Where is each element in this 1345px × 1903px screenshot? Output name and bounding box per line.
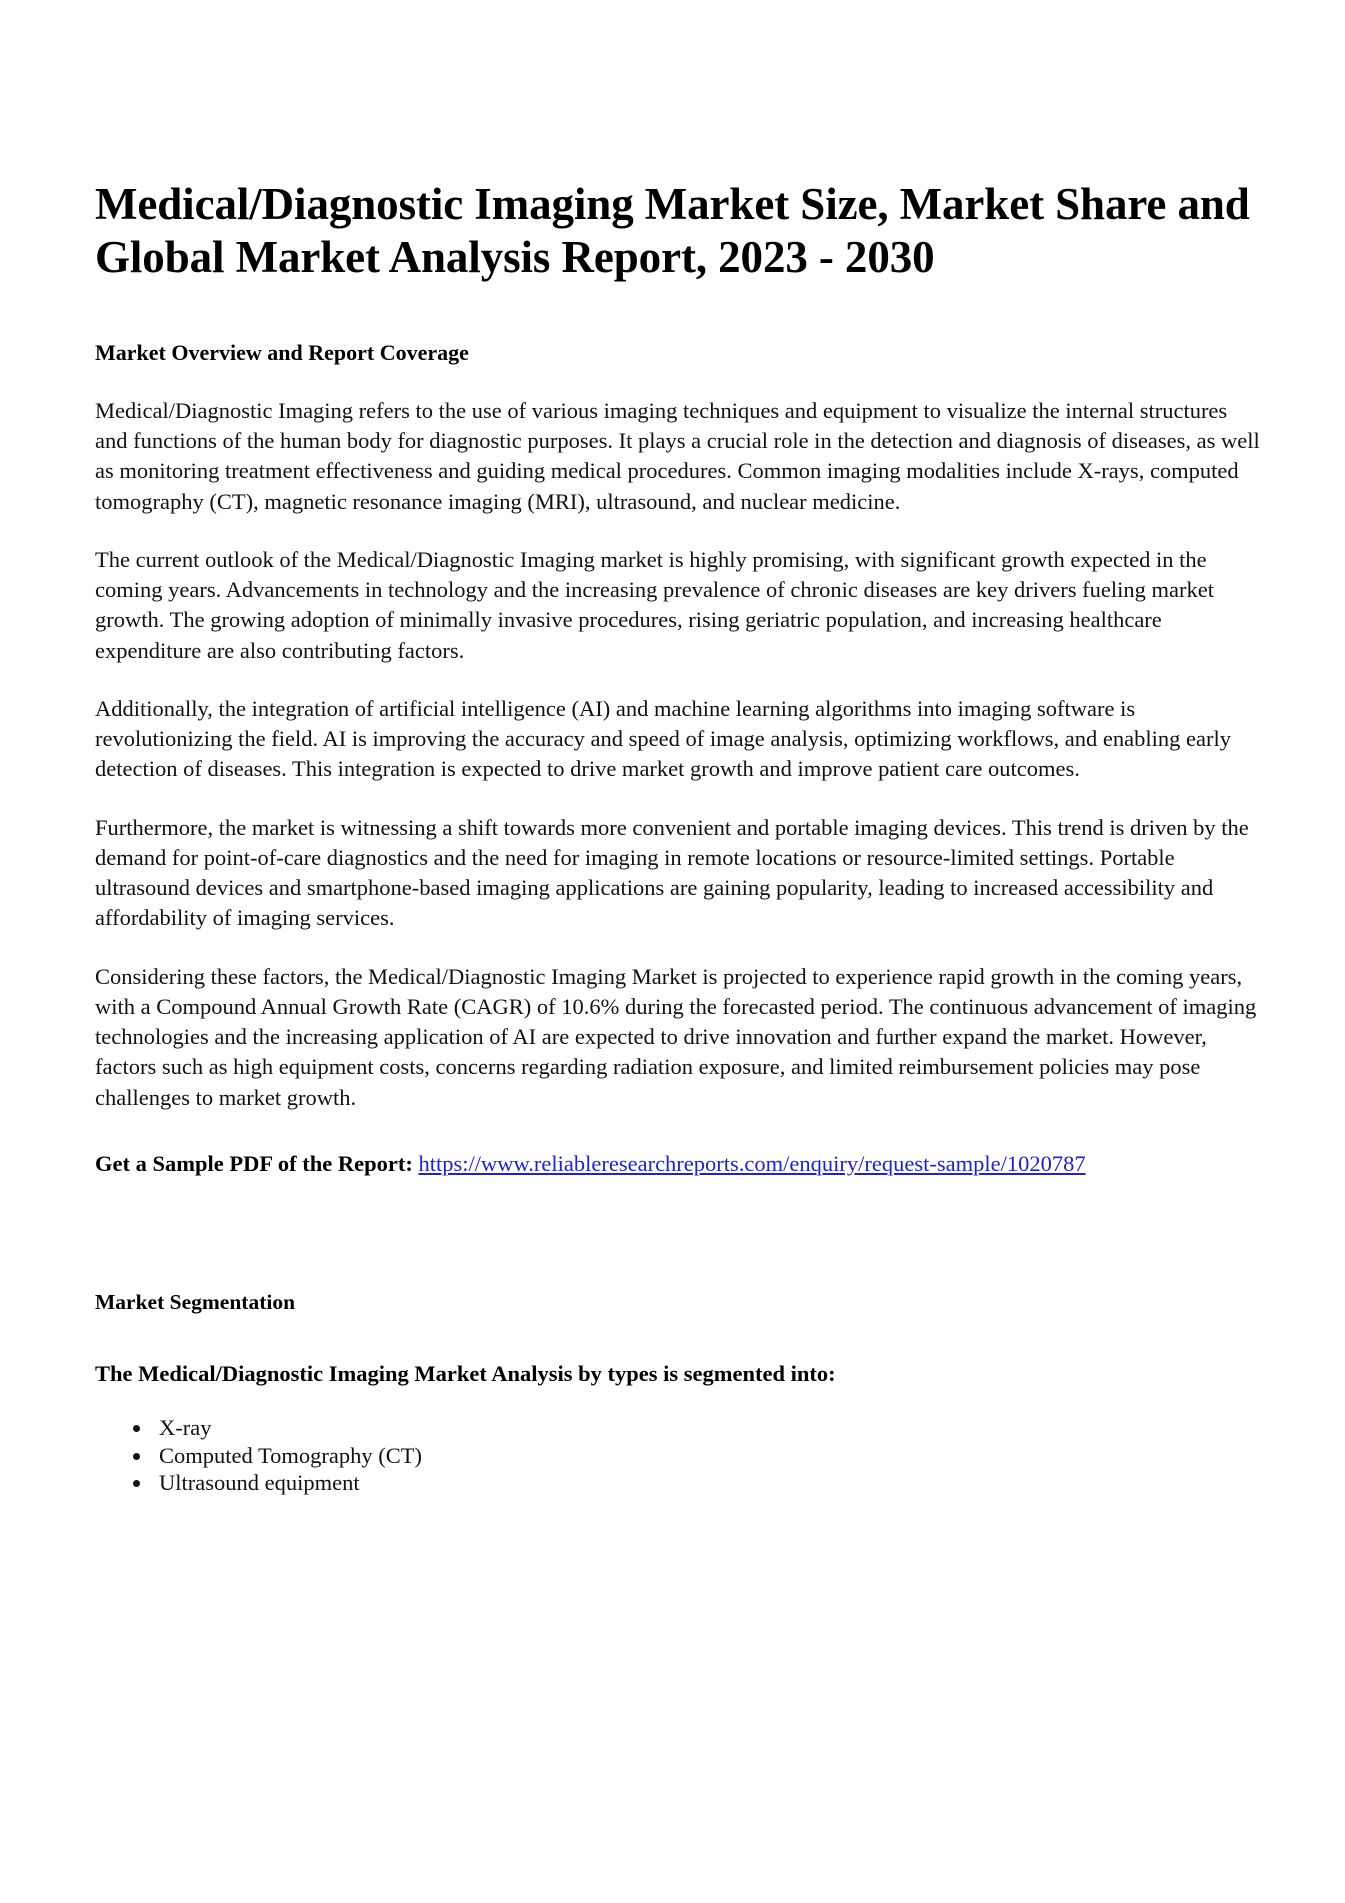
paragraph-portable-devices: Furthermore, the market is witnessing a shift towards more convenient and portable imaging devices. This trend is driven by the demand for point-of-care diagnostics and the need for imaging in remote locations or resource-limited settings. Portable ultrasound devices and smartphone-based imaging applications are gaining popularity, leading to increased accessibility and affordability of imaging services. <box>95 814 1249 931</box>
paragraph-outlook: The current outlook of the Medical/Diagnostic Imaging market is highly promising, with significant growth expected in the coming years. Advancements in technology and the increasing prevalence of chronic diseases are key drivers fueling market growth. The growing adoption of minimally invasive procedures, rising geriatric population, and increasing healthcare expenditure are also contributing factors. <box>95 546 1214 663</box>
paragraph-definition: Medical/Diagnostic Imaging refers to the use of various imaging techniques and equipment to visualize the internal structures and functions of the human body for diagnostic purposes. It plays a crucial role in the detection and diagnosis of diseases, as well as monitoring treatment effectiveness and guiding medical procedures. Common imaging modalities include X-rays, computed tomography (CT), magnetic resonance imaging (MRI), ultrasound, and nuclear medicine. <box>95 397 1260 514</box>
sample-pdf-line <box>95 1113 1265 1179</box>
page-title: Medical/Diagnostic Imaging Market Size, Market Share and Global Market Analysis Report, 2023 - 2030 <box>95 179 1250 283</box>
paragraph-ai-integration: Additionally, the integration of artificial intelligence (AI) and machine learning algorithms into imaging software is revolutionizing the field. AI is improving the accuracy and speed of image analysis, optimizing workflows, and enabling early detection of diseases. This integration is expected to drive market growth and improve patient care outcomes. <box>95 695 1231 782</box>
segmentation-types-subheading: The Medical/Diagnostic Imaging Market Analysis by types is segmented into: <box>95 1360 836 1386</box>
sample-pdf-label: Get a Sample PDF of the Report: <box>95 1150 413 1176</box>
sample-pdf-link[interactable]: https://www.reliableresearchreports.com/enquiry/request-sample/1020787 <box>418 1150 1086 1176</box>
section-heading-market-overview: Market Overview and Report Coverage <box>95 340 469 366</box>
paragraph-growth-outlook: Considering these factors, the Medical/Diagnostic Imaging Market is projected to experience rapid growth in the coming years, with a Compound Annual Growth Rate (CAGR) of 10.6% during the forecasted period. The continuous advancement of imaging technologies and the increasing application of AI are expected to drive innovation and further expand the market. However, factors such as high equipment costs, concerns regarding radiation exposure, and limited reimbursement policies may pose challenges to market growth. <box>95 963 1257 1110</box>
segmentation-types-list <box>95 1388 1265 1496</box>
document-content <box>95 0 1265 1497</box>
list-item: • Ultrasound equipment <box>153 1469 1265 1496</box>
section-heading-market-segmentation: Market Segmentation <box>95 1290 296 1315</box>
list-item: • Computed Tomography (CT) <box>153 1442 1265 1469</box>
list-item: • X-ray <box>153 1414 1265 1441</box>
